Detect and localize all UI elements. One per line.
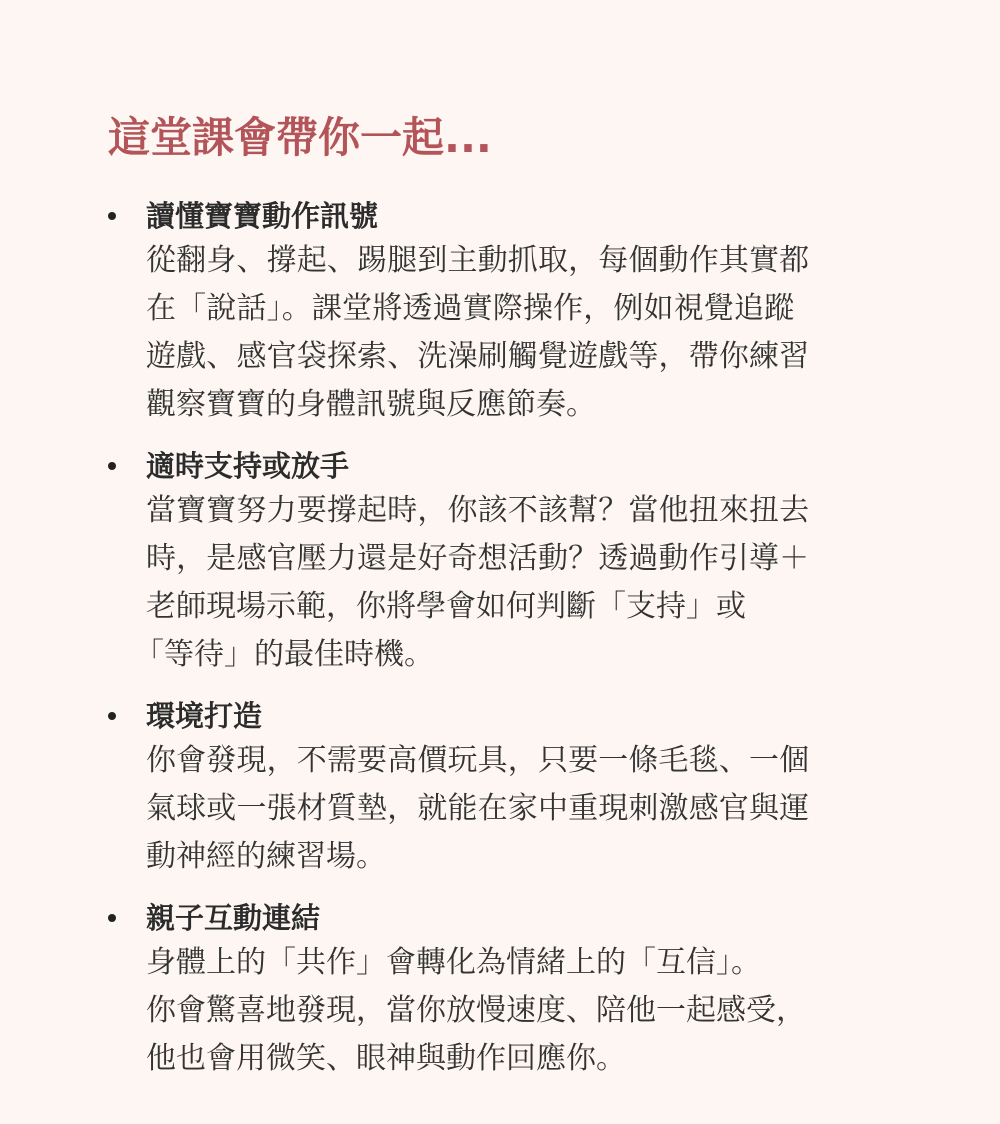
section-body — [146, 737, 809, 881]
section-heading: 適時支持或放手 — [146, 449, 350, 483]
section-body — [146, 237, 809, 429]
body-line: 觀察寶寶的身體訊號與反應節奏。 — [146, 387, 596, 422]
body-line: 他也會用微笑、眼神與動作回應你。 — [146, 1041, 626, 1076]
bullet-icon — [108, 712, 116, 720]
section-heading: 親子互動連結 — [146, 901, 321, 935]
body-line: 從翻身、撐起、踢腿到主動抓取，每個動作其實都 — [146, 243, 810, 278]
body-line: 時，是感官壓力還是好奇想活動？透過動作引導＋ — [146, 541, 810, 576]
body-line: 你會發現，不需要高價玩具，只要一條毛毯、一個 — [146, 743, 810, 778]
body-line: 老師現場示範，你將學會如何判斷「支持」或 — [146, 589, 746, 624]
bullet-icon — [108, 914, 116, 922]
bullet-icon — [108, 212, 116, 220]
page-title: 這堂課會帶你一起... — [108, 113, 492, 162]
section-heading: 讀懂寶寶動作訊號 — [146, 199, 379, 233]
section-body — [146, 939, 806, 1083]
bullet-icon — [108, 462, 116, 470]
body-line: 「等待」的最佳時機。 — [134, 637, 434, 672]
section-heading: 環境打造 — [146, 699, 263, 733]
body-line: 氣球或一張材質墊，就能在家中重現刺激感官與運 — [146, 791, 810, 826]
body-line: 遊戲、感官袋探索、洗澡刷觸覺遊戲等，帶你練習 — [146, 339, 810, 374]
body-line: 在「說話」。課堂將透過實際操作，例如視覺追蹤 — [146, 291, 795, 326]
body-line: 你會驚喜地發現，當你放慢速度、陪他一起感受， — [146, 993, 806, 1028]
body-line: 身體上的「共作」會轉化為情緒上的「互信」。 — [146, 945, 761, 980]
section-body — [134, 487, 810, 679]
body-line: 當寶寶努力要撐起時，你該不該幫？當他扭來扭去 — [146, 493, 810, 528]
body-line: 動神經的練習場。 — [146, 839, 386, 874]
